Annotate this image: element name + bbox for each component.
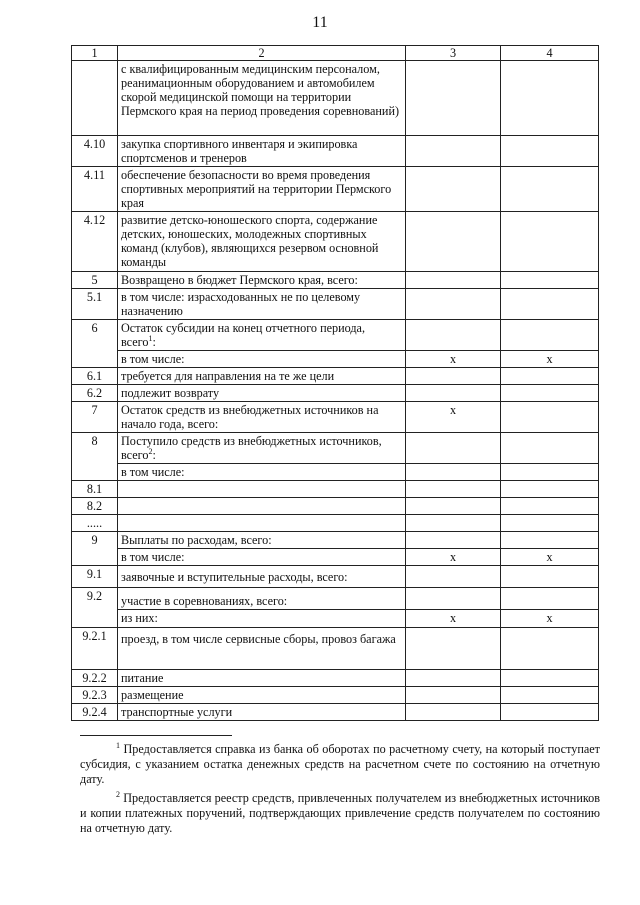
row-number: 9.2.3 (72, 687, 118, 704)
table-row (72, 167, 599, 212)
table-row (72, 464, 599, 481)
value-cell (406, 704, 501, 721)
row-number: 6.2 (72, 385, 118, 402)
table-row (72, 402, 599, 433)
row-number: 4.10 (72, 136, 118, 167)
table-row (72, 687, 599, 704)
row-text: в том числе: израсходованных не по целевому назначению (118, 289, 406, 320)
value-cell (501, 628, 599, 670)
row-text: закупка спортивного инвентаря и экипировка спортсменов и тренеров (118, 136, 406, 167)
row-text (118, 433, 406, 464)
table-row (72, 704, 599, 721)
row-text: в том числе: (118, 464, 406, 481)
value-cell (501, 402, 599, 433)
value-cell (406, 433, 501, 464)
table-row (72, 532, 599, 549)
row-text: подлежит возврату (118, 385, 406, 402)
table-row (72, 351, 599, 368)
row-number (72, 61, 118, 136)
table-row (72, 289, 599, 320)
row-number: 4.12 (72, 212, 118, 272)
value-cell (406, 588, 501, 610)
value-cell (406, 136, 501, 167)
row-number: ..... (72, 515, 118, 532)
footnote-ref: 2 (148, 446, 153, 456)
row-text: размещение (118, 687, 406, 704)
header-col-4: 4 (501, 46, 599, 61)
row-text: участие в соревнованиях, всего: (118, 588, 406, 610)
row-number: 9 (72, 532, 118, 566)
table-row (72, 588, 599, 610)
value-cell (406, 628, 501, 670)
row-number: 8.2 (72, 498, 118, 515)
table-row (72, 61, 599, 136)
row-text: заявочные и вступительные расходы, всего: (118, 566, 406, 588)
value-cell (406, 368, 501, 385)
table-row (72, 481, 599, 498)
row-text (118, 481, 406, 498)
x-mark: x (501, 351, 599, 368)
table-row (72, 515, 599, 532)
value-cell (501, 670, 599, 687)
row-number: 6 (72, 320, 118, 368)
row-number: 9.2.2 (72, 670, 118, 687)
row-text: развитие детско-юношеского спорта, содержание детских, юношеских, молодежных спортивных команд (клубов), являющихся резервом основной команды (118, 212, 406, 272)
row-text (118, 498, 406, 515)
value-cell (501, 385, 599, 402)
row-number: 8 (72, 433, 118, 481)
value-cell (406, 566, 501, 588)
value-cell (501, 272, 599, 289)
row-text-main: Поступило средств из внебюджетных источников, всего (121, 434, 382, 462)
row-text: Возвращено в бюджет Пермского края, всего: (118, 272, 406, 289)
row-number: 5 (72, 272, 118, 289)
row-text-main: Остаток субсидии на конец отчетного периода, всего (121, 321, 366, 349)
x-mark: x (406, 402, 501, 433)
value-cell (501, 498, 599, 515)
value-cell (406, 289, 501, 320)
row-number: 5.1 (72, 289, 118, 320)
table-row (72, 670, 599, 687)
header-col-1: 1 (72, 46, 118, 61)
table-row (72, 610, 599, 628)
row-number: 7 (72, 402, 118, 433)
header-row (72, 46, 599, 61)
value-cell (501, 61, 599, 136)
header-col-3: 3 (406, 46, 501, 61)
table-row (72, 272, 599, 289)
value-cell (501, 481, 599, 498)
x-mark: x (406, 549, 501, 566)
value-cell (406, 464, 501, 481)
value-cell (406, 481, 501, 498)
row-text: проезд, в том числе сервисные сборы, провоз багажа (118, 628, 406, 670)
value-cell (406, 320, 501, 351)
table-row (72, 136, 599, 167)
value-cell (406, 498, 501, 515)
value-cell (501, 464, 599, 481)
footnote-mark: 2 (116, 789, 120, 799)
row-number: 9.2.1 (72, 628, 118, 670)
value-cell (406, 385, 501, 402)
page-number: 11 (312, 14, 328, 31)
footnote-1 (80, 742, 600, 787)
value-cell (501, 566, 599, 588)
row-text: транспортные услуги (118, 704, 406, 721)
row-text: с квалифицированным медицинским персоналом, реанимационным оборудованием и автомобилем скорой медицинской помощи на территории Пермского края на период проведения соревнований) (118, 61, 406, 136)
footnote-text: Предоставляется реестр средств, привлеченных получателем из внебюджетных источников и копии платежных поручений, подтверждающих привлечение средств получателем по состоянию на отчетную дату. (80, 791, 600, 835)
table-row (72, 368, 599, 385)
value-cell (501, 289, 599, 320)
header-col-2: 2 (118, 46, 406, 61)
row-text: в том числе: (118, 351, 406, 368)
value-cell (406, 61, 501, 136)
x-mark: x (406, 610, 501, 628)
table-row (72, 385, 599, 402)
row-text (118, 320, 406, 351)
value-cell (406, 272, 501, 289)
report-table (71, 45, 599, 721)
table-row (72, 549, 599, 566)
value-cell (501, 687, 599, 704)
value-cell (501, 368, 599, 385)
x-mark: x (501, 610, 599, 628)
row-text-end: : (152, 448, 156, 462)
row-text: Остаток средств из внебюджетных источников на начало года, всего: (118, 402, 406, 433)
value-cell (406, 515, 501, 532)
footnote-2 (80, 791, 600, 836)
row-text: питание (118, 670, 406, 687)
value-cell (406, 212, 501, 272)
value-cell (501, 167, 599, 212)
footnote-divider (80, 735, 232, 736)
table-row (72, 566, 599, 588)
value-cell (501, 212, 599, 272)
row-number: 9.2 (72, 588, 118, 628)
row-number: 4.11 (72, 167, 118, 212)
footnote-text: Предоставляется справка из банка об оборотах по расчетному счету, на который поступает субсидия, с указанием остатка денежных средств на расчетном счете по состоянию на отчетную дату. (80, 742, 601, 786)
value-cell (501, 704, 599, 721)
table-row (72, 433, 599, 464)
row-number: 9.1 (72, 566, 118, 588)
row-text: обеспечение безопасности во время проведения спортивных мероприятий на территории Пермского края (118, 167, 406, 212)
table-row (72, 498, 599, 515)
value-cell (501, 532, 599, 549)
row-text: Выплаты по расходам, всего: (118, 532, 406, 549)
row-text: в том числе: (118, 549, 406, 566)
x-mark: x (406, 351, 501, 368)
row-text (118, 515, 406, 532)
row-text: требуется для направления на те же цели (118, 368, 406, 385)
footnote-mark: 1 (116, 740, 120, 750)
footnote-ref: 1 (148, 333, 153, 343)
value-cell (501, 136, 599, 167)
value-cell (501, 515, 599, 532)
value-cell (501, 588, 599, 610)
row-number: 9.2.4 (72, 704, 118, 721)
row-number: 6.1 (72, 368, 118, 385)
table-row (72, 628, 599, 670)
row-number: 8.1 (72, 481, 118, 498)
table-row (72, 212, 599, 272)
value-cell (406, 532, 501, 549)
row-text: из них: (118, 610, 406, 628)
value-cell (406, 670, 501, 687)
value-cell (501, 433, 599, 464)
value-cell (406, 167, 501, 212)
x-mark: x (501, 549, 599, 566)
row-text-end: : (152, 335, 156, 349)
value-cell (501, 320, 599, 351)
table-row (72, 320, 599, 351)
value-cell (406, 687, 501, 704)
